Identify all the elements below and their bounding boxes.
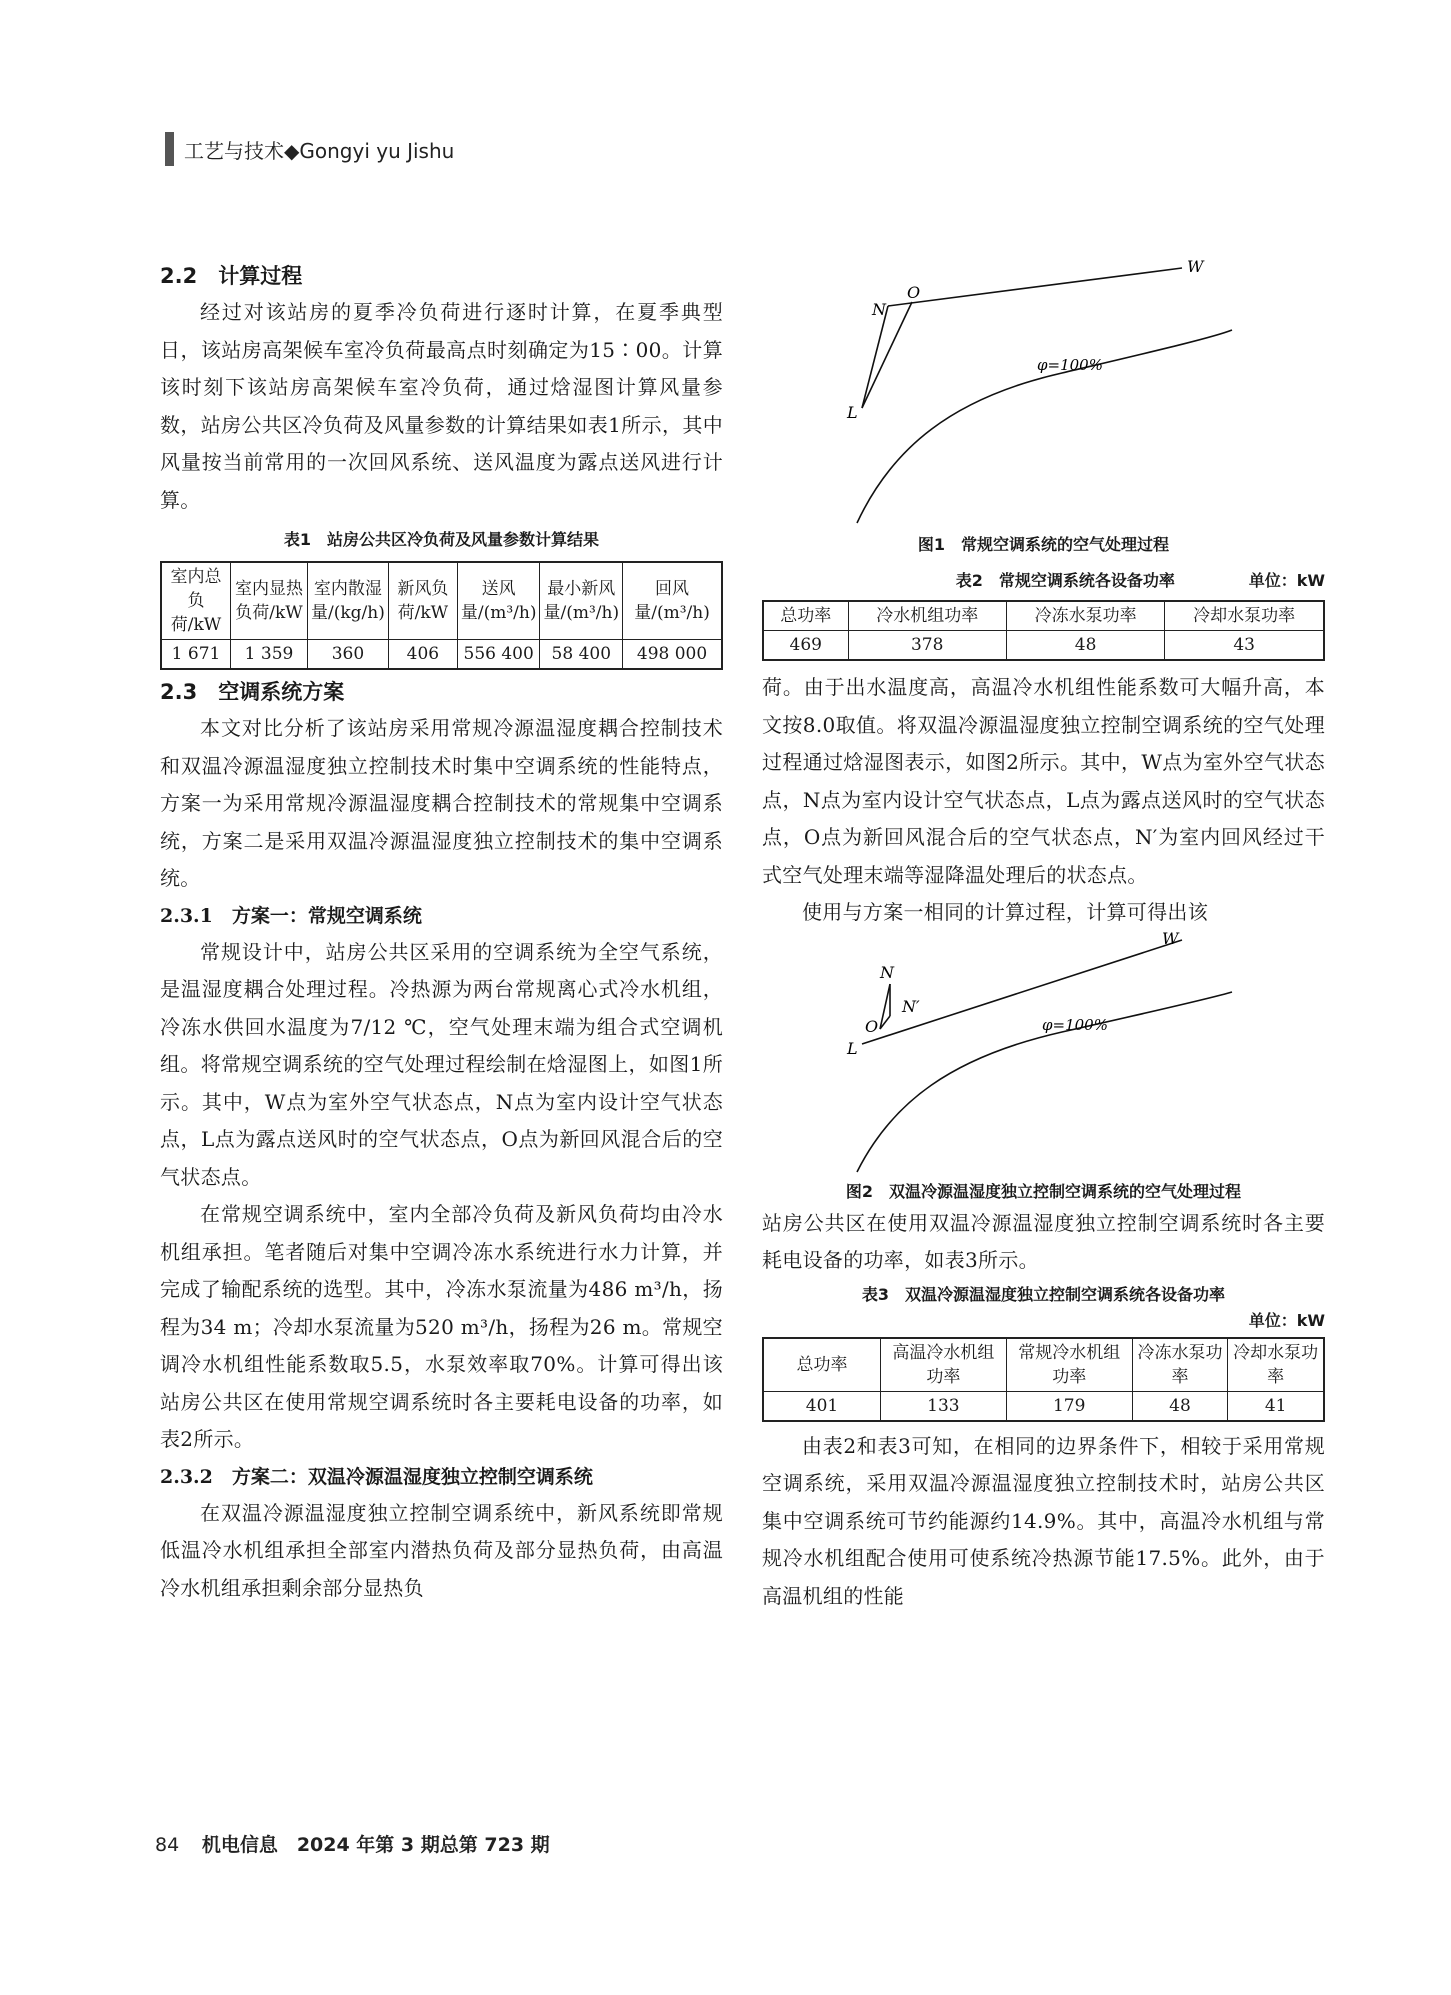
figure2-lines <box>857 940 1232 1172</box>
table2-header: 冷却水泵功率 <box>1165 601 1324 631</box>
table1-header: 室内散湿量/(kg/h) <box>308 562 389 640</box>
table2-cell: 378 <box>848 631 1006 661</box>
table1-header: 室内显热负荷/kW <box>231 562 308 640</box>
figure1 <box>762 258 1325 528</box>
table1-cell: 58 400 <box>540 640 623 670</box>
figure2-caption: 图2 双温冷源温湿度独立控制空调系统的空气处理过程 <box>845 1181 1242 1201</box>
table3-cell: 48 <box>1132 1391 1228 1421</box>
journal-info: 机电信息 2024 年第 3 期总第 723 期 <box>201 1834 550 1856</box>
table2-value-row <box>763 631 1324 661</box>
table2-cell: 48 <box>1006 631 1164 661</box>
header-text: 工艺与技术◆Gongyi yu Jishu <box>184 138 455 163</box>
table3-header: 高温冷水机组功率 <box>881 1338 1007 1392</box>
table3-header: 冷却水泵功率 <box>1228 1338 1324 1392</box>
right-paragraph-1: 荷。由于出水温度高，高温冷水机组性能系数可大幅升高，本文按8.0取值。将双温冷源温湿度独立控制空调系统的空气处理过程通过焓湿图表示，如图2所示。其中，W点为室外空气状态点，N点为室内设计空气状态点，L点为露点送风时的空气状态点，O点为新回风混合后的空气状态点，N′为室内回风经过干式空气处理末端等湿降温处理后的状态点。 <box>762 675 1325 887</box>
table3-header: 总功率 <box>763 1338 881 1392</box>
table1-cell: 406 <box>388 640 457 670</box>
table3-value-row <box>763 1391 1324 1421</box>
figure1-caption: 图1 常规空调系统的空气处理过程 <box>917 535 1170 554</box>
table3-header: 冷冻水泵功率 <box>1132 1338 1228 1392</box>
header-bar <box>165 132 174 166</box>
table3-header: 常规冷水机组功率 <box>1006 1338 1132 1392</box>
label-phi: φ=100% <box>1037 356 1103 374</box>
section-2-3-1-paragraph-1: 常规设计中，站房公共区采用的空调系统为全空气系统，是温湿度耦合处理过程。冷热源为两台常规离心式冷水机组，冷冻水供回水温度为7/12 ℃，空气处理末端为组合式空调机组。将常规空调系统的空气处理过程绘制在焓湿图上，如图1所示。其中，W点为室外空气状态点，N点为室内设计空气状态点，L点为露点送风时的空气状态点，O点为新回风混合后的空气状态点。 <box>160 939 723 1189</box>
section-2-2-paragraph: 经过对该站房的夏季冷负荷进行逐时计算，在夏季典型日，该站房高架候车室冷负荷最高点时刻确定为15∶00。计算该时刻下该站房高架候车室冷负荷，通过焓湿图计算风量参数，站房公共区冷负荷及风量参数的计算结果如表1所示，其中风量按当前常用的一次回风系统、送风温度为露点送风进行计算。 <box>160 300 723 512</box>
table3 <box>762 1337 1325 1422</box>
line-L-W <box>862 940 1182 1044</box>
figure2-psychrometric-chart <box>762 932 1325 1177</box>
table3-caption: 表3 双温冷源温湿度独立控制空调系统各设备功率 <box>861 1284 1226 1304</box>
table3-cell: 179 <box>1006 1391 1132 1421</box>
label-L: L <box>847 1038 858 1058</box>
table3-cell: 401 <box>763 1391 881 1421</box>
table1-cell: 556 400 <box>457 640 540 670</box>
table3-unit: 单位：kW <box>1248 1310 1325 1330</box>
page-footer <box>155 1830 550 1857</box>
table2 <box>762 600 1325 661</box>
section-2-3-2-paragraph: 在双温冷源温湿度独立控制空调系统中，新风系统即常规低温冷水机组承担全部室内潜热负荷及部分显热负荷，由高温冷水机组承担剩余部分显热负 <box>160 1500 723 1600</box>
table2-unit: 单位：kW <box>1248 571 1325 590</box>
table1-header: 最小新风量/(m³/h) <box>540 562 623 640</box>
table1-caption: 表1 站房公共区冷负荷及风量参数计算结果 <box>283 530 600 549</box>
table1-header: 回风量/(m³/h) <box>623 562 722 640</box>
table3-cell: 133 <box>881 1391 1007 1421</box>
table1-cell: 360 <box>308 640 389 670</box>
figure1-lines <box>857 268 1232 523</box>
label-L: L <box>847 403 858 422</box>
table1-header: 室内总负荷/kW <box>161 562 231 640</box>
section-2-3-2-title: 2.3.2 方案二：双温冷源温湿度独立控制空调系统 <box>160 1465 593 1488</box>
table1-header-row <box>161 562 722 640</box>
line-N-L <box>862 306 888 408</box>
running-header <box>165 132 454 166</box>
section-2-2-title: 2.2 计算过程 <box>160 264 303 288</box>
line-N-W <box>888 268 1182 306</box>
table1-header: 送风量/(m³/h) <box>457 562 540 640</box>
section-2-3-1-paragraph-2: 在常规空调系统中，室内全部冷负荷及新风负荷均由冷水机组承担。笔者随后对集中空调冷冻水系统进行水力计算，并完成了输配系统的选型。其中，冷冻水泵流量为486 m³/h，扬程为34 m；冷却水泵流量为520 m³/h，扬程为26 m。常规空调冷水机组性能系数取5.5，水泵效率取70%。计算可得出该站房公共区在使用常规空调系统时各主要耗电设备的功率，如表2所示。 <box>160 1202 723 1451</box>
table2-caption-row <box>762 568 1325 594</box>
table1-value-row <box>161 640 722 670</box>
label-phi: φ=100% <box>1042 1015 1108 1034</box>
line-O-L <box>862 302 912 408</box>
table1-header: 新风负荷/kW <box>388 562 457 640</box>
section-2-3-title: 2.3 空调系统方案 <box>160 680 345 704</box>
right-paragraph-3: 站房公共区在使用双温冷源温湿度独立控制空调系统时各主要耗电设备的功率，如表3所示。 <box>762 1210 1325 1272</box>
table1 <box>160 561 723 670</box>
left-column <box>160 258 723 1607</box>
right-column <box>762 258 1325 1615</box>
table1-cell: 1 359 <box>231 640 308 670</box>
table1-cell: 1 671 <box>161 640 231 670</box>
figure1-psychrometric-chart <box>762 258 1325 528</box>
right-paragraph-4: 由表2和表3可知，在相同的边界条件下，相较于采用常规空调系统，采用双温冷源温湿度独立控制技术时，站房公共区集中空调系统可节约能源约14.9%。其中，高温冷水机组与常规冷水机组配合使用可使系统冷热源节能17.5%。此外，由于高温机组的性能 <box>762 1433 1325 1608</box>
label-N: N <box>880 962 894 982</box>
right-paragraph-2: 使用与方案一相同的计算过程，计算可得出该 <box>802 900 1208 924</box>
label-Np: N′ <box>902 996 920 1016</box>
label-O: O <box>907 283 921 302</box>
table2-header: 冷水机组功率 <box>848 601 1006 631</box>
figure2 <box>762 932 1325 1177</box>
table2-header: 总功率 <box>763 601 848 631</box>
section-2-3-1-title: 2.3.1 方案一：常规空调系统 <box>160 904 422 927</box>
table1-cell: 498 000 <box>623 640 722 670</box>
table2-header: 冷冻水泵功率 <box>1006 601 1164 631</box>
label-N: N <box>872 300 886 319</box>
table3-cell: 41 <box>1228 1391 1324 1421</box>
table2-header-row <box>763 601 1324 631</box>
label-W: W <box>1187 258 1204 276</box>
table2-caption: 表2 常规空调系统各设备功率 <box>955 571 1175 590</box>
table2-cell: 43 <box>1165 631 1324 661</box>
section-2-3-paragraph: 本文对比分析了该站房采用常规冷源温湿度耦合控制技术和双温冷源温湿度独立控制技术时集中空调系统的性能特点，方案一为采用常规冷源温湿度耦合控制技术的常规集中空调系统，方案二是采用双温冷源温湿度独立控制技术的集中空调系统。 <box>160 716 723 890</box>
label-O: O <box>865 1016 879 1036</box>
page-number: 84 <box>155 1834 180 1856</box>
table3-header-row <box>763 1338 1324 1392</box>
label-W: W <box>1162 931 1179 948</box>
table2-cell: 469 <box>763 631 848 661</box>
